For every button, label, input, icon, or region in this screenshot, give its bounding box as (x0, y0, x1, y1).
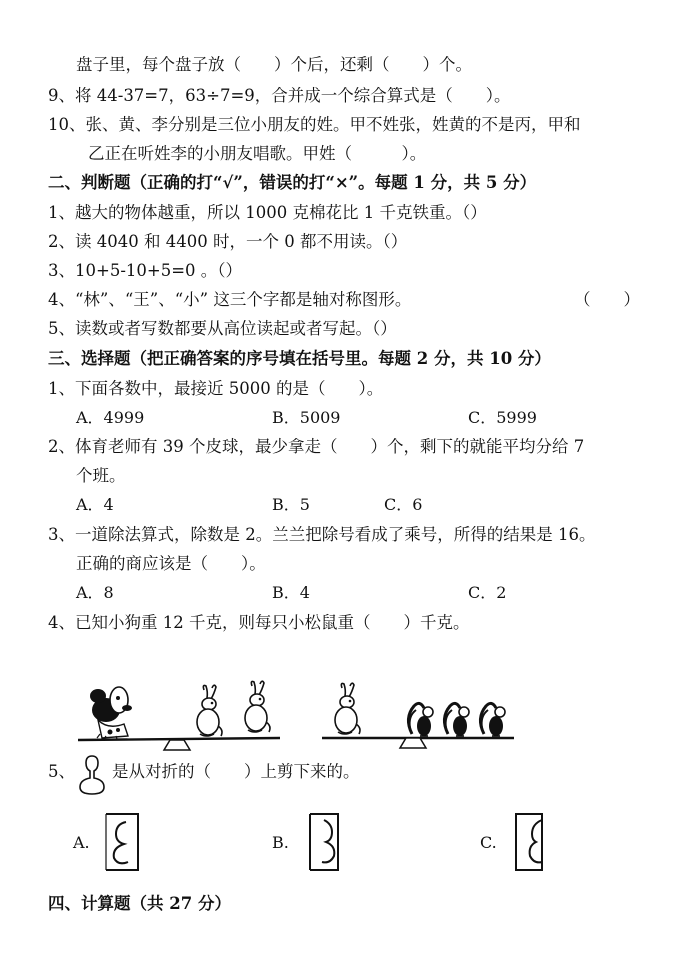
judge-item-2: 2、读 4040 和 4400 时，一个 0 都不用读。（） (48, 232, 408, 251)
section-calc-title: 四、计算题（共 27 分） (48, 894, 231, 913)
balance-scale-rabbit-squirrels (318, 680, 518, 755)
choice-q5-text: 是从对折的（ ）上剪下来的。 (112, 762, 360, 781)
judge-item-4: 4、“林”、“王”、“小” 这三个字都是轴对称图形。 (48, 290, 412, 309)
squirrel-icon (408, 703, 433, 736)
squirrel-icon (444, 703, 469, 736)
choice-q2-option-a: A．4 (76, 495, 114, 514)
choice-q3-option-b: B．4 (272, 583, 310, 602)
choice-q1-option-b: B．5009 (272, 408, 341, 427)
choice-q3-option-c: C．2 (468, 583, 507, 602)
balance-scale-dog-rabbits (72, 680, 287, 755)
choice-q1-option-c: C．5999 (468, 408, 537, 427)
choice-q1: 1、下面各数中，最接近 5000 的是（ ）。 (48, 379, 384, 398)
choice-q2-option-c: C．6 (384, 495, 423, 514)
scale-fulcrum (400, 738, 426, 748)
folded-paper-b-icon (302, 810, 346, 874)
question-10-line1: 10、张、黄、李分别是三位小朋友的姓。甲不姓张，姓黄的不是丙，甲和 (48, 115, 581, 134)
dog-icon (90, 687, 132, 739)
rabbit-icon (245, 681, 270, 732)
choice-q2-line2: 个班。 (76, 466, 126, 485)
question-9: 9、将 44-37=7，63÷7=9，合并成一个综合算式是（ ）。 (48, 86, 511, 105)
q8-continuation: 盘子里，每个盘子放（ ）个后，还剩（ ）个。 (76, 55, 472, 74)
choice-q1-option-a: A．4999 (76, 408, 145, 427)
folded-paper-a-icon (100, 810, 144, 874)
choice-q5-option-c-label: C. (480, 833, 497, 852)
rabbit-icon (197, 685, 222, 736)
folded-paper-c-icon (508, 810, 552, 874)
squirrel-icon (480, 703, 505, 736)
choice-q3-line2: 正确的商应该是（ ）。 (76, 554, 266, 573)
judge-item-5: 5、读数或者写数都要从高位读起或者写起。（） (48, 319, 397, 338)
choice-q5-option-b-label: B. (272, 833, 289, 852)
question-10-line2: 乙正在听姓李的小朋友唱歌。甲姓（ ）。 (88, 144, 427, 163)
choice-q2-line1: 2、体育老师有 39 个皮球，最少拿走（ ）个，剩下的就能平均分给 7 (48, 437, 585, 456)
choice-q5-option-a-label: A. (73, 833, 90, 852)
choice-q4: 4、已知小狗重 12 千克，则每只小松鼠重（ ）千克。 (48, 613, 470, 632)
choice-q2-option-b: B．5 (272, 495, 310, 514)
scale-fulcrum (164, 740, 190, 750)
section-choice-title: 三、选择题（把正确答案的序号填在括号里。每题 2 分，共 10 分） (48, 349, 551, 368)
judge-item-3: 3、10+5-10+5=0 。（） (48, 261, 243, 280)
judge-item-4-answer-paren: （ ） (574, 290, 640, 309)
cut-shape-icon (74, 752, 110, 798)
section-judge-title: 二、判断题（正确的打“√”，错误的打“×”。每题 1 分，共 5 分） (48, 173, 537, 192)
choice-q3-option-a: A．8 (76, 583, 114, 602)
rabbit-icon (335, 683, 360, 734)
choice-q3-line1: 3、一道除法算式，除数是 2。兰兰把除号看成了乘号，所得的结果是 16。 (48, 525, 596, 544)
choice-q5-number: 5、 (48, 762, 75, 781)
judge-item-1: 1、越大的物体越重，所以 1000 克棉花比 1 千克铁重。（） (48, 203, 487, 222)
